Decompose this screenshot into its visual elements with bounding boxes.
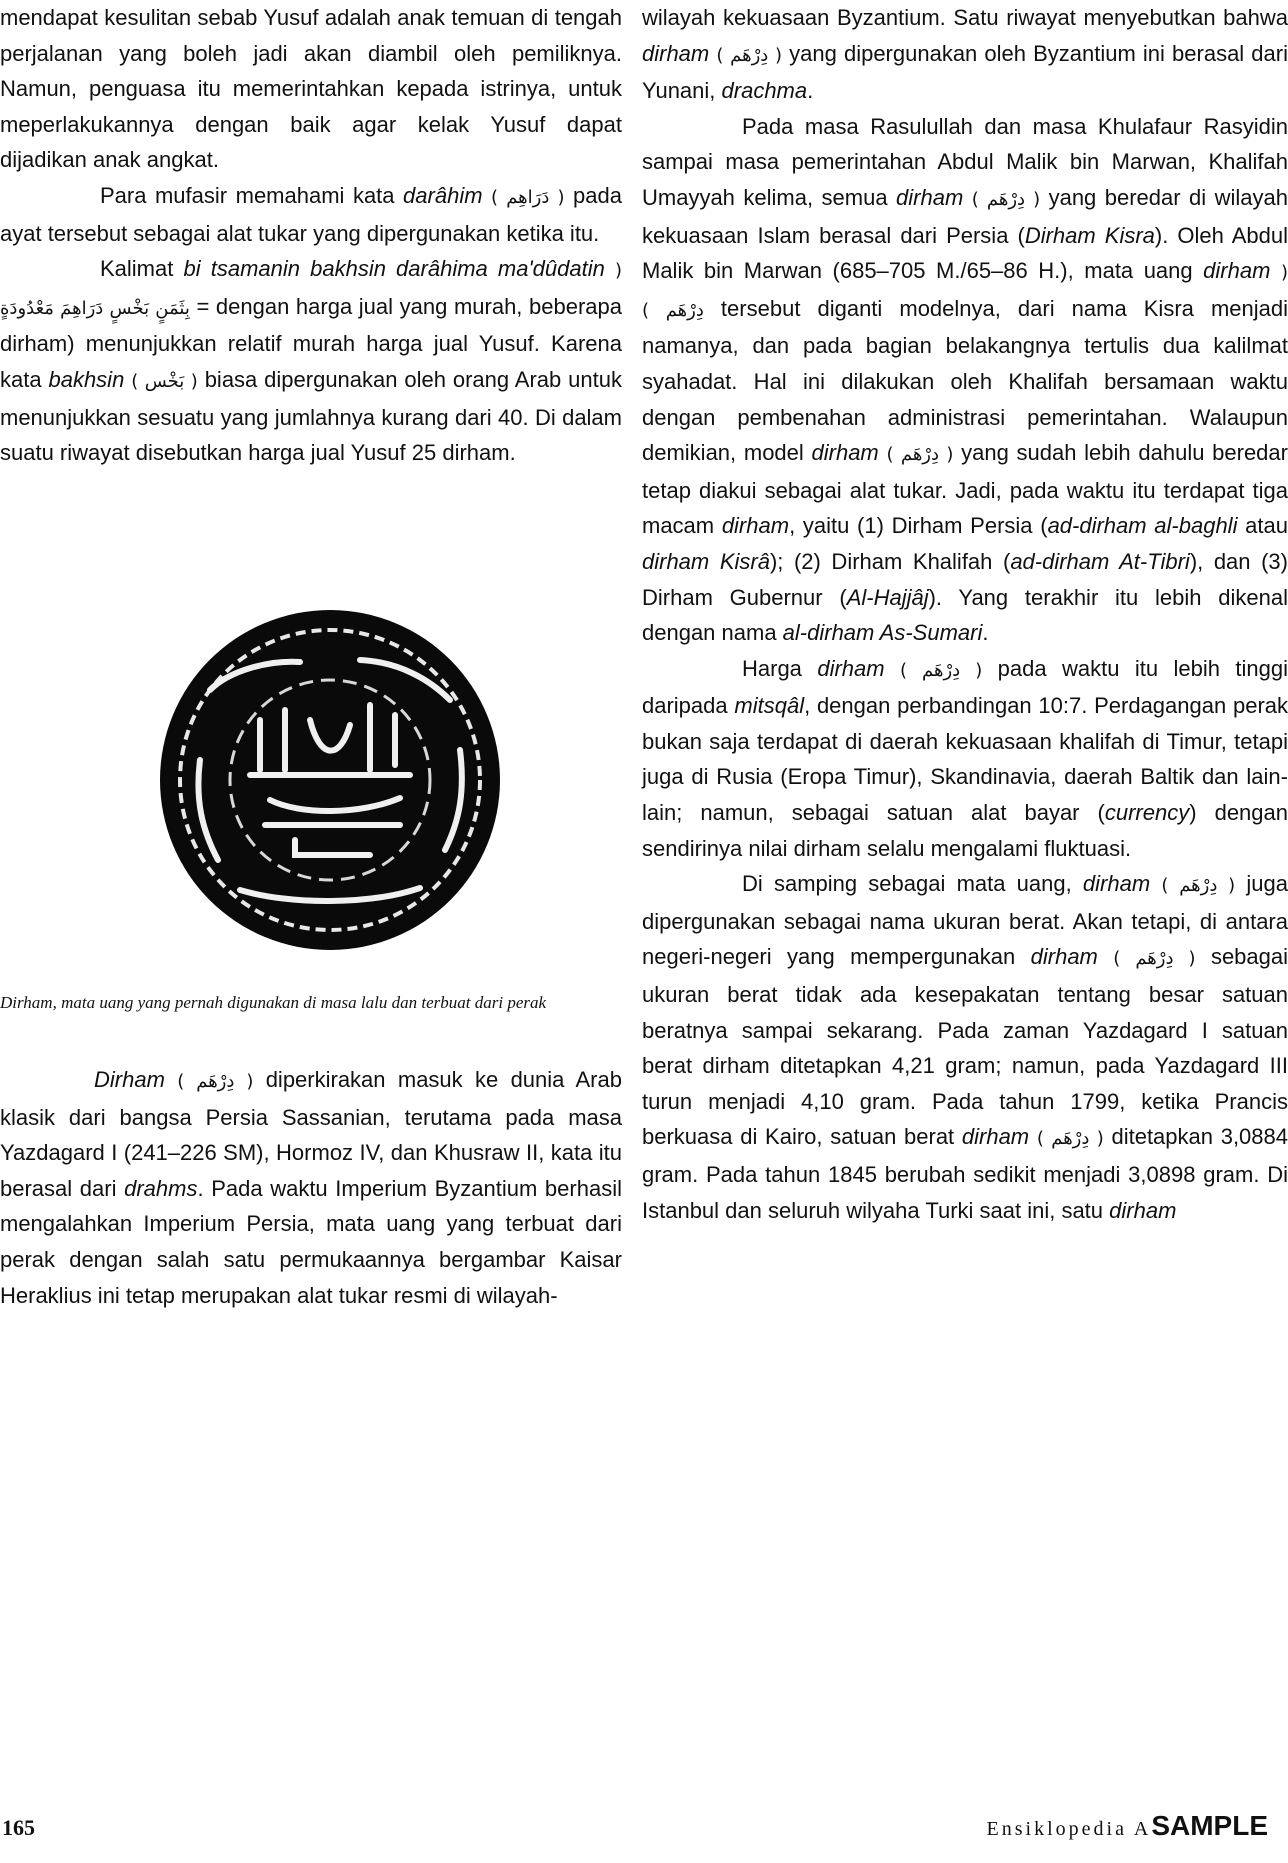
arabic-term: ( دِرْهَم ) [1113,948,1196,970]
left-paragraph-3: Kalimat bi tsamanin bakhsin darâhima ma'dûdatin ( بِثَمَنٍ بَخْسٍ دَرَاهِمَ مَعْدُودَةٍ = dengan harga jual yang murah, beberapa dirham) menunjukkan relatif murah harga jual Yusuf. Karena kata bakhsin ( بَخْس ) biasa dipergunakan oleh orang Arab untuk menunjukkan sesuatu yang jumlahnya kurang dari 40. Di dalam suatu riwayat disebutkan harga jual Yusuf 25 dirham. [0,256,622,466]
term-ad-dirham-al-baghli: ad-dirham al-baghli [1047,513,1238,539]
term-dirham: dirham [817,655,885,681]
left-paragraph-1: mendapat kesulitan sebab Yusuf adalah anak temuan di tengah perjalanan yang boleh jadi akan diambil oleh pemiliknya. Namun, penguasa itu memerintahkan kepada istrinya, untuk meperlakukannya dengan baik agar kelak Yusuf dapat dijadikan anak angkat. [0,5,622,173]
term-dirham: dirham [642,40,710,66]
arabic-term: ( دِرْهَم ) [716,44,783,66]
arabic-term: ( دِرْهَم ) [1036,1128,1104,1150]
figure-caption: Dirham, mata uang yang pernah digunakan di masa lalu dan terbuat dari perak [0,993,547,1012]
arabic-term: ( دِرْهَم ) [971,188,1041,210]
sample-watermark: SAMPLE [1151,1810,1268,1841]
page-number: 165 [2,1815,35,1840]
arabic-term: ( دَرَاهِم ) [491,186,565,208]
left-paragraph-2: Para mufasir memahami kata darâhim ( دَرَاهِم ) pada ayat tersebut sebagai alat tukar yang dipergunakan ketika itu. [0,182,622,246]
arabic-term: ( دِرْهَم ) [886,444,954,466]
term-dirham: dirham [961,1124,1030,1150]
term-drachma: drachma [721,78,808,104]
term-bakhsin: bakhsin [48,366,125,392]
arabic-term: ( دِرْهَم ) [177,1071,254,1092]
right-paragraph-3: Harga dirham ( دِرْهَم ) pada waktu itu lebih tinggi daripada mitsqâl, dengan perbandingan 10:7. Perdagangan perak bukan saja terdapat di daerah kekuasaan khalifah di Timur, tetapi juga di Rusia (Eropa Timur), Skandinavia, daerah Baltik dan lain-lain; namun, sebagai satuan alat bayar (currency) dengan sendirinya nilai dirham selalu mengalami fluktuasi. [642,655,1288,861]
right-column [642,0,1288,1228]
arabic-phrase: ( بِثَمَنٍ بَخْسٍ دَرَاهِمَ مَعْدُودَةٍ [0,260,622,319]
arabic-term: ( دِرْهَم ) [1161,875,1236,897]
term-drahms: drahms [124,1175,198,1201]
term-dirham-kisra: Dirham Kisra [1024,222,1155,248]
term-currency: currency [1104,800,1190,826]
left-column [0,0,622,471]
running-footer [987,1810,1268,1842]
term-dirham-kisra: dirham Kisrâ [642,548,770,574]
term-dirham: dirham [896,184,964,210]
right-paragraph-2: Pada masa Rasulullah dan masa Khulafaur Rasyidin sampai masa pemerintahan Abdul Malik bin Marwan, Khalifah Umayyah kelima, semua dirham ( دِرْهَم ) yang beredar di wilayah kekuasaan Islam berasal dari Persia (Dirham Kisra). Oleh Abdul Malik bin Marwan (685–705 M./65–86 H.), mata uang dirham ( دِرْهَم ) tersebut diganti modelnya, dari nama Kisra menjadi namanya, dan pada bagian belakangnya tertulis dua kalilmat syahadat. Hal ini dilakukan oleh Khalifah bersamaan waktu dengan pembenahan administrasi pemerintahan. Walaupun demikian, model dirham ( دِرْهَم ) yang sudah lebih dahulu beredar tetap diakui sebagai alat tukar. Jadi, pada waktu itu terdapat tiga macam dirham, yaitu (1) Dirham Persia (ad-dirham al-baghli atau dirham Kisrâ); (2) Dirham Khalifah (ad-dirham At-Tibri), dan (3) Dirham Gubernur (Al-Hajjâj). Yang terakhir itu lebih dikenal dengan nama al-dirham As-Sumari. [642,113,1288,646]
right-paragraph-1: wilayah kekuasaan Byzantium. Satu riwayat menyebutkan bahwa dirham ( دِرْهَم ) yang dipergunakan oleh Byzantium ini berasal dari Yunani, drachma. [642,5,1288,104]
arabic-term: ( بَخْس ) [131,370,198,392]
dirham-coin-figure [70,600,590,960]
term-dirham: Dirham [94,1067,165,1092]
arabic-term: ( دِرْهَم ) [642,262,1288,321]
left-paragraph-4: Dirham ( دِرْهَم ) diperkirakan masuk ke dunia Arab klasik dari bangsa Persia Sassanian, terutama pada masa Yazdagard I (241–226 SM), Hormoz IV, dan Khusraw II, kata itu berasal dari drahms. Pada waktu Imperium Byzantium berhasil mengalahkan Imperium Persia, mata uang yang terbuat dari perak dengan salah satu permukaannya bergambar Kaisar Heraklius ini tetap merupakan alat tukar resmi di wilayah- [0,1067,622,1308]
arabic-term: ( دِرْهَم ) [899,659,983,681]
term-dirham: dirham [721,513,790,539]
left-lower-column [0,1062,622,1313]
term-al-hajjaj: Al-Hajjâj [846,584,929,610]
term-darahim: darâhim [403,182,483,208]
term-mitsqal: mitsqâl [734,693,805,719]
dirham-coin-image [70,600,590,960]
term-dirham: dirham [1082,871,1151,897]
term-dirham: dirham [1109,1197,1177,1223]
term-ad-dirham-at-tibri: ad-dirham At-Tibri [1010,548,1190,574]
right-paragraph-4: Di samping sebagai mata uang, dirham ( دِرْهَم ) juga dipergunakan sebagai nama ukuran berat. Akan tetapi, di antara negeri-negeri yang mempergunakan dirham ( دِرْهَم ) sebagai ukuran berat tidak ada kesepakatan tentang besar satuan beratnya sampai sekarang. Pada zaman Yazdagard I satuan berat dirham ditetapkan 4,21 gram; namun, pada Yazdagard III turun menjadi 4,10 gram. Pada tahun 1799, ketika Prancis berkuasa di Kairo, satuan berat dirham ( دِرْهَم ) ditetapkan 3,0884 gram. Pada tahun 1845 berubah sedikit menjadi 3,0898 gram. Di Istanbul dan seluruh wilyaha Turki saat ini, satu dirham [642,871,1288,1223]
term-dirham: dirham [1203,258,1271,284]
term-dirham: dirham [1030,944,1098,970]
book-title: Ensiklopedia A [986,1818,1152,1840]
term-dirham: dirham [811,440,879,466]
term-bi-tsamanin: bi tsamanin bakhsin darâhima ma'dûdatin [183,256,605,282]
term-al-dirham-as-sumari: al-dirham As-Sumari [782,620,983,646]
